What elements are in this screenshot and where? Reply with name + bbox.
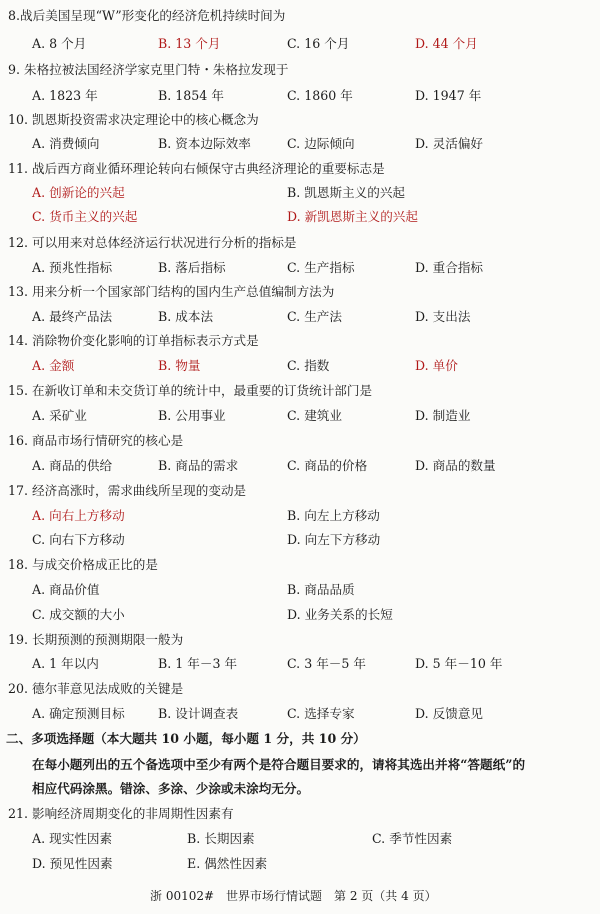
option: B. 长期因素: [187, 831, 255, 846]
option: B. 资本边际效率: [158, 136, 251, 151]
option: A. 确定预测目标: [32, 706, 125, 721]
option: B. 物量: [158, 358, 201, 373]
option: B. 设计调查表: [158, 706, 239, 721]
option: A. 1 年以内: [32, 656, 99, 671]
option: C. 3 年－5 年: [287, 656, 367, 671]
option: B. 凯恩斯主义的兴起: [287, 185, 406, 200]
option: C. 16 个月: [287, 36, 350, 51]
option: B. 商品品质: [287, 582, 355, 597]
section-instruction: 相应代码涂黑。错涂、多涂、少涂或未涂均无分。: [32, 781, 310, 796]
section-heading: 二、多项选择题（本大题共 10 小题，每小题 1 分，共 10 分）: [6, 731, 366, 746]
option: C. 建筑业: [287, 408, 342, 423]
option: A. 最终产品法: [32, 309, 113, 324]
option: C. 向右下方移动: [32, 532, 125, 547]
option: D. 预见性因素: [32, 856, 113, 871]
option: C. 季节性因素: [372, 831, 453, 846]
option: B. 公用事业: [158, 408, 226, 423]
option: B. 落后指标: [158, 260, 226, 275]
question-stem: 21. 影响经济周期变化的非周期性因素有: [8, 806, 234, 821]
option: A. 商品的供给: [32, 458, 113, 473]
option: C. 指数: [287, 358, 330, 373]
option: C. 1860 年: [287, 88, 353, 103]
option: D. 单价: [415, 358, 458, 373]
option: B. 商品的需求: [158, 458, 239, 473]
option: B. 1854 年: [158, 88, 224, 103]
option: B. 1 年－3 年: [158, 656, 238, 671]
option: C. 生产法: [287, 309, 342, 324]
option: D. 支出法: [415, 309, 471, 324]
option: D. 新凯恩斯主义的兴起: [287, 209, 418, 224]
option: A. 商品价值: [32, 582, 100, 597]
option: D. 向左下方移动: [287, 532, 381, 547]
question-stem: 12. 可以用来对总体经济运行状况进行分析的指标是: [8, 235, 297, 250]
option: C. 货币主义的兴起: [32, 209, 138, 224]
option: D. 制造业: [415, 408, 471, 423]
option: C. 选择专家: [287, 706, 355, 721]
option: A. 预兆性指标: [32, 260, 113, 275]
option: E. 偶然性因素: [187, 856, 268, 871]
question-stem: 13. 用来分析一个国家部门结构的国内生产总值编制方法为: [8, 284, 335, 299]
question-stem: 20. 德尔菲意见法成败的关键是: [8, 681, 184, 696]
question-stem: 19. 长期预测的预测期限一般为: [8, 632, 184, 647]
option: C. 生产指标: [287, 260, 355, 275]
question-stem: 11. 战后西方商业循环理论转向右倾保守古典经济理论的重要标志是: [8, 161, 385, 176]
question-stem: 10. 凯恩斯投资需求决定理论中的核心概念为: [8, 112, 259, 127]
option: C. 边际倾向: [287, 136, 355, 151]
question-stem: 15. 在新收订单和未交货订单的统计中，最重要的订货统计部门是: [8, 383, 373, 398]
question-stem: 8.战后美国呈现“W”形变化的经济危机持续时间为: [8, 8, 286, 23]
question-stem: 18. 与成交价格成正比的是: [8, 557, 158, 572]
option: C. 商品的价格: [287, 458, 368, 473]
page-footer: 浙 00102# 世界市场行情试题 第 2 页（共 4 页）: [150, 889, 437, 903]
option: A. 创新论的兴起: [32, 185, 125, 200]
option: A. 金额: [32, 358, 75, 373]
option: A. 消费倾向: [32, 136, 100, 151]
option: B. 向左上方移动: [287, 508, 380, 523]
option: D. 业务关系的长短: [287, 607, 393, 622]
option: A. 现实性因素: [32, 831, 113, 846]
question-stem: 9. 朱格拉被法国经济学家克里门特・朱格拉发现于: [8, 62, 289, 77]
option: B. 13 个月: [158, 36, 221, 51]
section-instruction: 在每小题列出的五个备选项中至少有两个是符合题目要求的，请将其选出并将“答题纸”的: [32, 757, 526, 772]
option: D. 灵活偏好: [415, 136, 484, 151]
option: B. 成本法: [158, 309, 214, 324]
option: A. 向右上方移动: [32, 508, 125, 523]
option: A. 1823 年: [32, 88, 98, 103]
option: D. 44 个月: [415, 36, 478, 51]
question-stem: 14. 消除物价变化影响的订单指标表示方式是: [8, 333, 259, 348]
question-stem: 17. 经济高涨时，需求曲线所呈现的变动是: [8, 483, 247, 498]
option: C. 成交额的大小: [32, 607, 125, 622]
option: D. 商品的数量: [415, 458, 496, 473]
option: A. 8 个月: [32, 36, 87, 51]
option: D. 重合指标: [415, 260, 484, 275]
option: D. 1947 年: [415, 88, 482, 103]
option: D. 反馈意见: [415, 706, 484, 721]
option: D. 5 年－10 年: [415, 656, 503, 671]
option: A. 采矿业: [32, 408, 87, 423]
question-stem: 16. 商品市场行情研究的核心是: [8, 433, 184, 448]
